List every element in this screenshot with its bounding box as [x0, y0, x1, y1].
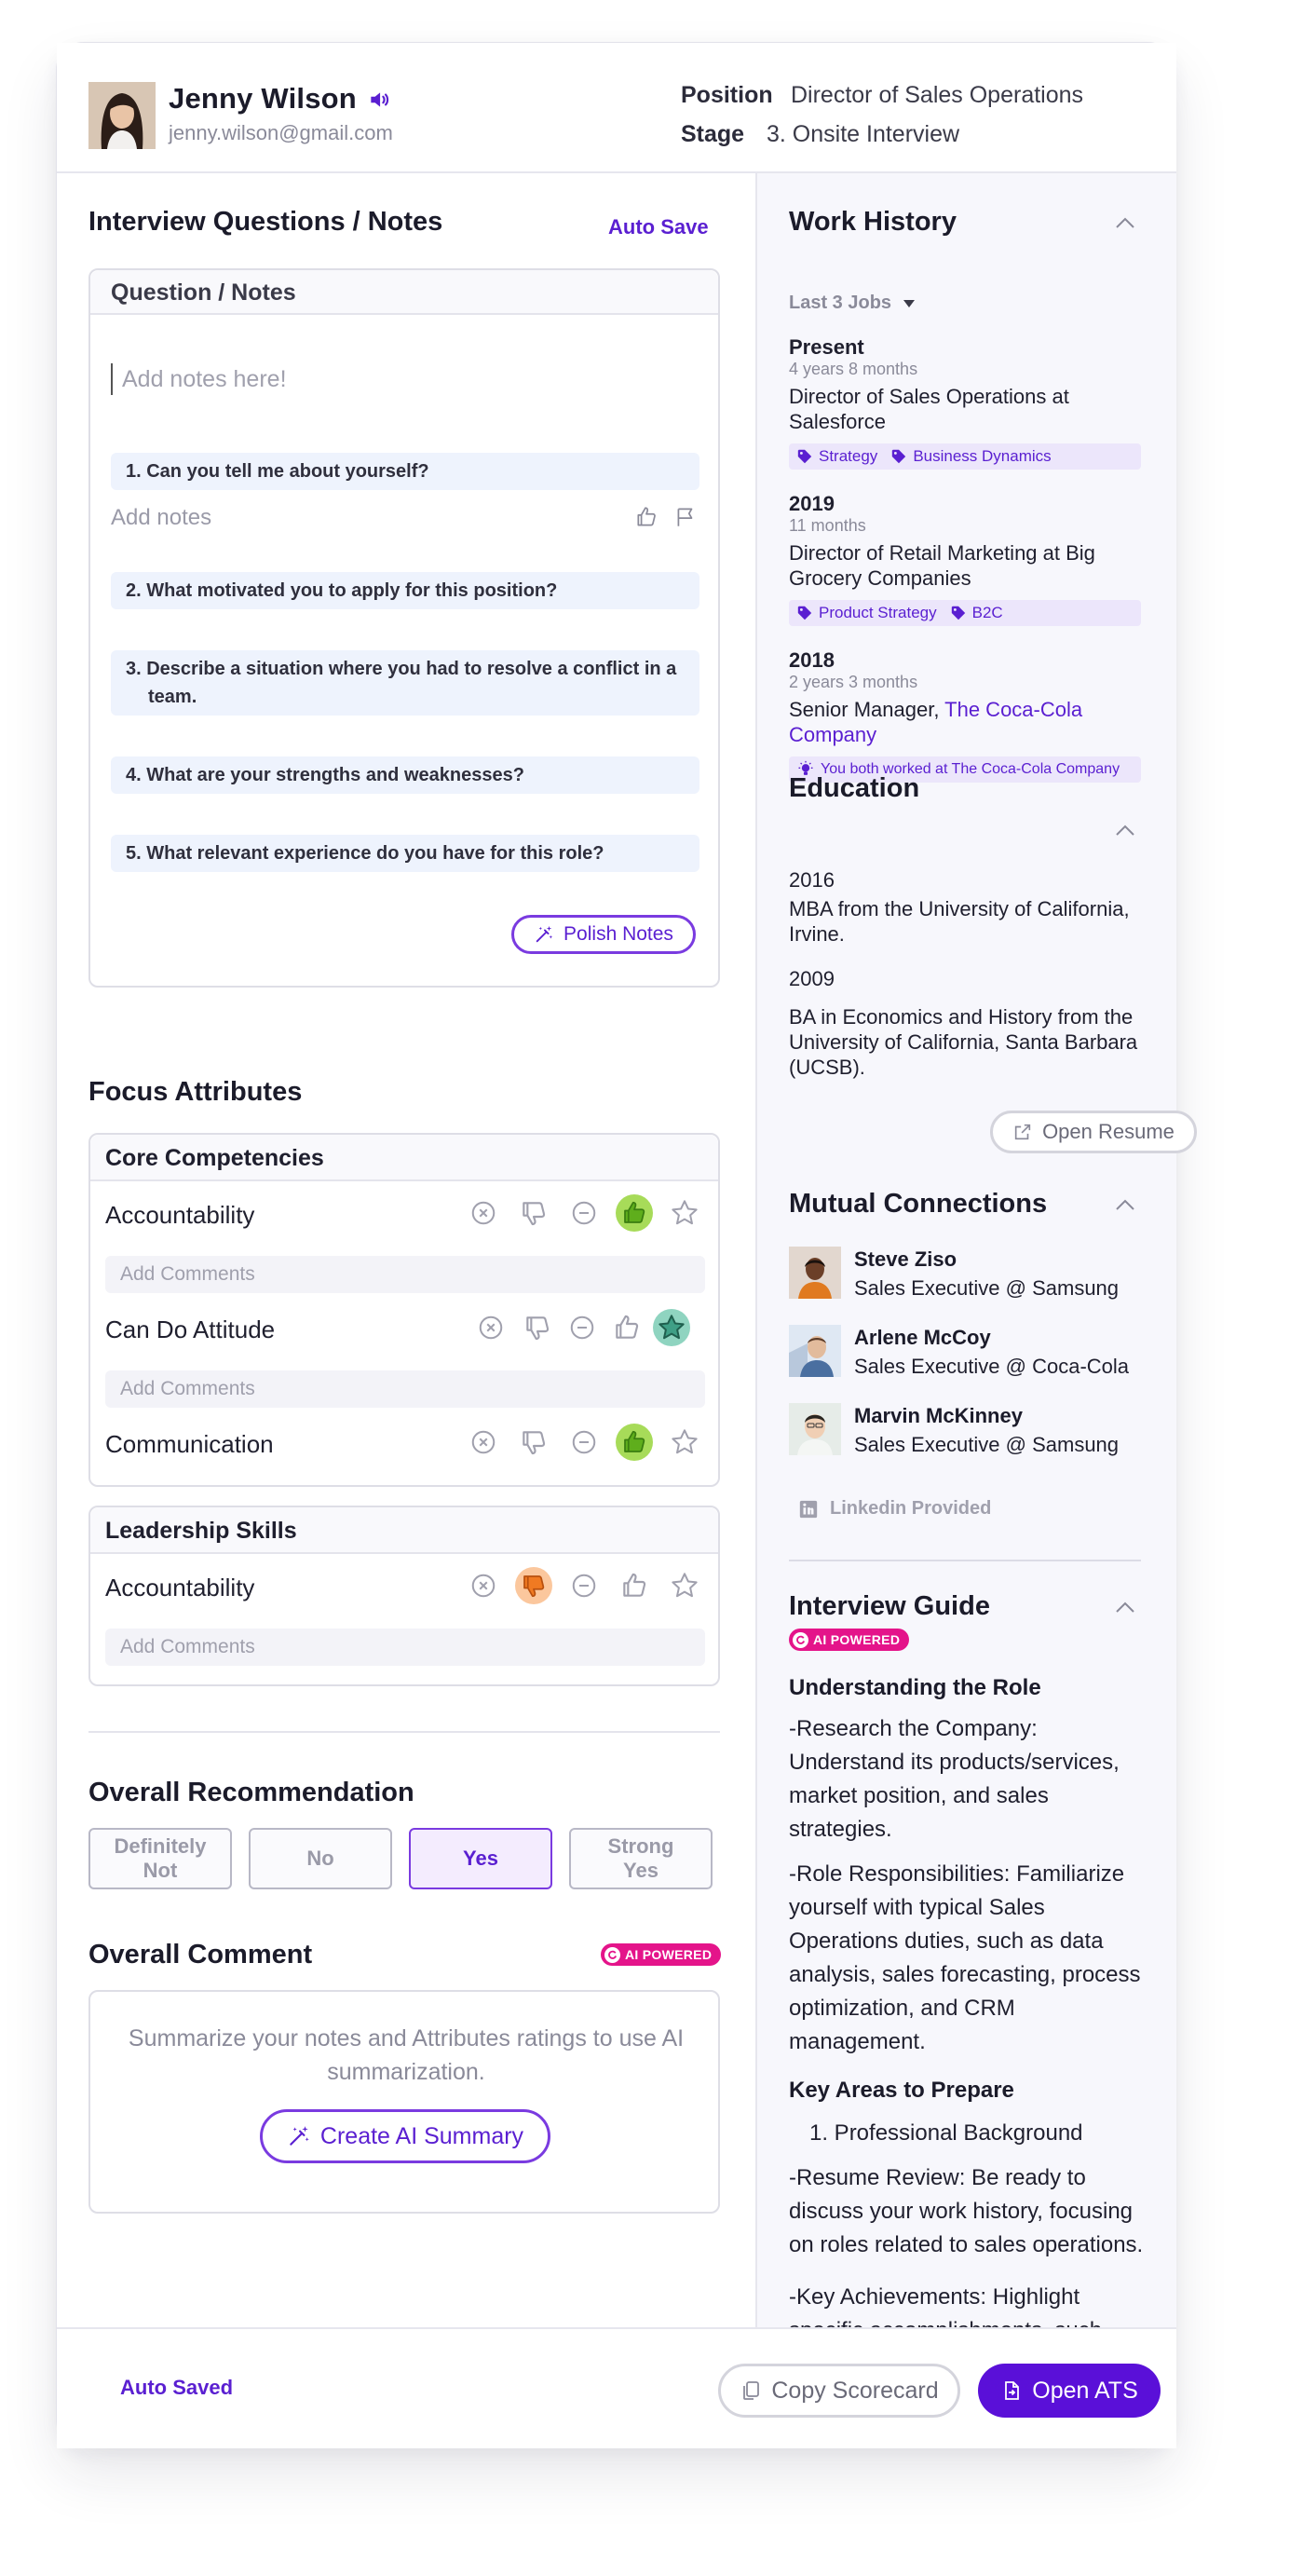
attribute-name: Can Do Attitude [105, 1315, 276, 1343]
education-degree: BA in Economics and History from the University of California, Santa Barbara (UCSB). [789, 1005, 1138, 1079]
skill-tag [950, 604, 1003, 622]
magic-wand-icon [534, 924, 554, 945]
guide-paragraph: -Resume Review: Be ready to discuss your work history, focusing on roles related to sales operations. [789, 2165, 1144, 2257]
connection-role: Sales Executive @ Coca-Cola [854, 1355, 1130, 1378]
tag-icon [796, 605, 813, 621]
document-export-icon [1000, 2379, 1023, 2402]
thumbs-down-icon[interactable] [515, 1194, 552, 1232]
chevron-up-icon[interactable] [1115, 824, 1135, 837]
scorecard-card [56, 42, 1175, 2447]
tag-icon [796, 448, 813, 465]
copy-scorecard-button[interactable] [718, 2364, 960, 2418]
recommendation-label: Yes [463, 1847, 498, 1870]
ai-badge-label: AI POWERED [625, 1947, 713, 1962]
ai-summary-box [88, 1990, 720, 2214]
tag-icon [950, 605, 967, 621]
section-divider [88, 1731, 720, 1733]
skill-tag [796, 604, 937, 622]
ai-summary-prompt: Summarize your notes and Attributes ratings to use AI summarization. [128, 2025, 685, 2085]
job-year: 2018 [789, 648, 835, 672]
jobs-filter-label: Last 3 Jobs [789, 293, 892, 313]
recommendation-strong-yes[interactable] [569, 1828, 713, 1889]
recommendation-label: No [306, 1847, 334, 1870]
neutral-icon[interactable] [565, 1567, 603, 1604]
attribute-comment-input[interactable]: Add Comments [105, 1370, 705, 1408]
question-item: 4. What are your strengths and weaknesses? [111, 756, 699, 794]
attribute-group-leadership-skills [88, 1506, 720, 1686]
job-title: Director of Sales Operations at Salesforce [789, 385, 1069, 433]
create-ai-summary-button[interactable] [260, 2109, 550, 2163]
reject-icon[interactable] [465, 1424, 502, 1461]
job-year: 2019 [789, 492, 835, 515]
chevron-up-icon[interactable] [1115, 1198, 1135, 1211]
linkedin-icon [798, 1499, 819, 1520]
education-year: 2009 [789, 967, 835, 990]
reject-icon[interactable] [472, 1309, 509, 1346]
thumbs-up-icon[interactable] [634, 505, 659, 529]
candidate-avatar [88, 82, 156, 149]
guide-paragraph: -Research the Company: Understand its products/services, market position, and sales strategies. [789, 1716, 1120, 1842]
questions-title: Interview Questions / Notes [88, 207, 443, 237]
job-duration: 11 months [789, 516, 866, 535]
stage-label: Stage [681, 121, 745, 147]
overall-recommendation-title: Overall Recommendation [88, 1778, 414, 1807]
question-notes-box [88, 268, 720, 988]
thumbs-down-icon[interactable] [519, 1309, 556, 1346]
polish-notes-label: Polish Notes [564, 923, 673, 945]
education-degree: MBA from the University of California, Irvine. [789, 897, 1130, 946]
guide-paragraph: -Role Responsibilities: Familiarize yourself with typical Sales Operations duties, such as data analysis, sales forecasting, process optimization, and CRM management. [789, 1861, 1141, 2054]
guide-paragraph: -Key Achievements: Highlight [789, 2284, 1080, 2310]
polish-notes-button[interactable] [511, 915, 696, 954]
open-resume-label: Open Resume [1042, 1120, 1175, 1143]
education-title: Education [789, 773, 920, 803]
footer-bar [57, 2327, 1176, 2448]
skill-tag-label: B2C [971, 604, 1003, 621]
recommendation-label: Definitely Not [114, 1834, 207, 1882]
left-panel [57, 173, 755, 2327]
connection-name: Marvin McKinney [854, 1404, 1023, 1427]
interview-guide-title: Interview Guide [789, 1591, 990, 1621]
job-duration: 2 years 3 months [789, 673, 918, 691]
attribute-group-title: Leadership Skills [90, 1507, 718, 1554]
job-duration: 4 years 8 months [789, 360, 918, 378]
skill-tag [890, 447, 1051, 466]
focus-attributes-title: Focus Attributes [88, 1077, 303, 1107]
recommendation-definitely-not[interactable] [88, 1828, 232, 1889]
star-icon[interactable] [666, 1567, 703, 1604]
ai-icon [793, 1632, 808, 1648]
question-notes-input[interactable]: Add notes [111, 505, 212, 530]
connection-role: Sales Executive @ Samsung [854, 1276, 1120, 1300]
connection-avatar [789, 1325, 841, 1377]
open-resume-button[interactable] [990, 1111, 1197, 1153]
shared-company-text: You both worked at The Coca-Cola Company [821, 761, 1120, 777]
caret-down-icon [903, 299, 916, 308]
job-title-prefix: Senior Manager, [789, 698, 945, 721]
auto-saved-status: Auto Saved [120, 2376, 234, 2399]
recommendation-label: Strong Yes [607, 1834, 674, 1882]
chevron-up-icon[interactable] [1115, 1601, 1135, 1614]
connection-avatar [789, 1247, 841, 1299]
reject-icon[interactable] [465, 1194, 502, 1232]
thumbs-down-icon[interactable] [515, 1567, 552, 1604]
connection-avatar [789, 1403, 841, 1455]
guide-list-item: 1. Professional Background [809, 2120, 1083, 2146]
external-link-icon [1012, 1122, 1033, 1142]
create-ai-summary-label: Create AI Summary [319, 2122, 524, 2149]
attribute-group-title: Core Competencies [90, 1135, 718, 1181]
ai-badge-label: AI POWERED [813, 1632, 901, 1647]
tag-icon [890, 448, 907, 465]
job-year: Present [789, 335, 864, 359]
linkedin-provided-label: Linkedin Provided [830, 1498, 992, 1519]
jobs-filter-dropdown[interactable] [789, 293, 916, 314]
linkedin-provided [798, 1498, 991, 1520]
question-item: 2. What motivated you to apply for this position? [111, 572, 699, 609]
job-tags [789, 600, 1141, 626]
attribute-name: Communication [105, 1430, 274, 1458]
company-link[interactable]: The Coca-Cola Company [789, 698, 1083, 746]
open-ats-label: Open ATS [1032, 2377, 1138, 2404]
recommendation-yes[interactable] [409, 1828, 552, 1889]
attribute-name: Accountability [105, 1201, 255, 1229]
skill-tag-label: Product Strategy [819, 604, 937, 621]
connection-role: Sales Executive @ Samsung [854, 1433, 1120, 1456]
auto-save-link[interactable]: Auto Save [608, 215, 709, 239]
stage-value: 3. Onsite Interview [767, 121, 960, 147]
magic-wand-icon [287, 2124, 311, 2148]
skill-tag-label: Strategy [819, 447, 878, 465]
copy-scorecard-label: Copy Scorecard [771, 2377, 939, 2404]
candidate-email: jenny.wilson@gmail.com [169, 121, 393, 144]
position-label: Position [681, 82, 773, 108]
mutual-connections-title: Mutual Connections [789, 1189, 1048, 1219]
connection-name: Steve Ziso [854, 1247, 957, 1271]
pronunciation-speaker-icon[interactable] [367, 88, 391, 112]
work-history-title: Work History [789, 207, 957, 237]
neutral-icon[interactable] [565, 1424, 603, 1461]
skill-tag [796, 447, 877, 466]
attribute-name: Accountability [105, 1574, 255, 1601]
question-item: 1. Can you tell me about yourself? [111, 453, 699, 490]
question-item: 3. Describe a situation where you had to resolve a conflict in a team. [111, 650, 699, 716]
job-title [789, 697, 1143, 747]
attribute-comment-input[interactable]: Add Comments [105, 1629, 705, 1666]
thumbs-up-icon[interactable] [608, 1309, 645, 1346]
thumbs-up-icon[interactable] [616, 1424, 653, 1461]
general-notes-input[interactable]: Add notes here! [111, 363, 287, 395]
education-year: 2016 [789, 868, 835, 892]
neutral-icon[interactable] [565, 1194, 603, 1232]
ai-powered-badge [601, 1943, 721, 1966]
position-value: Director of Sales Operations [791, 82, 1084, 108]
guide-heading: Key Areas to Prepare [789, 2078, 1014, 2103]
job-tags [789, 443, 1141, 470]
star-icon[interactable] [653, 1309, 690, 1346]
chevron-up-icon[interactable] [1115, 216, 1135, 229]
recommendation-no[interactable] [249, 1828, 392, 1889]
job-title: Director of Retail Marketing at Big Grocery Companies [789, 541, 1095, 590]
attribute-comment-input[interactable]: Add Comments [105, 1256, 705, 1293]
star-icon[interactable] [666, 1194, 703, 1232]
candidate-name: Jenny Wilson [169, 82, 357, 115]
connection-name: Arlene McCoy [854, 1326, 991, 1349]
guide-heading: Understanding the Role [789, 1675, 1041, 1700]
copy-icon [740, 2379, 762, 2402]
neutral-icon[interactable] [564, 1309, 601, 1346]
reject-icon[interactable] [465, 1567, 502, 1604]
question-item: 5. What relevant experience do you have for this role? [111, 835, 699, 872]
thumbs-up-icon[interactable] [616, 1567, 653, 1604]
skill-tag-label: Business Dynamics [913, 447, 1052, 465]
ai-icon [604, 1947, 620, 1963]
right-panel [755, 173, 1176, 2327]
candidate-header [57, 43, 1176, 173]
ai-powered-badge [789, 1629, 909, 1651]
thumbs-up-icon[interactable] [616, 1194, 653, 1232]
flag-icon[interactable] [673, 505, 698, 529]
question-notes-header: Question / Notes [90, 270, 718, 315]
thumbs-down-icon[interactable] [515, 1424, 552, 1461]
section-divider [789, 1560, 1141, 1561]
star-icon[interactable] [666, 1424, 703, 1461]
attribute-group-core-competencies [88, 1133, 720, 1487]
overall-comment-title: Overall Comment [88, 1940, 313, 1969]
open-ats-button[interactable] [978, 2364, 1161, 2418]
